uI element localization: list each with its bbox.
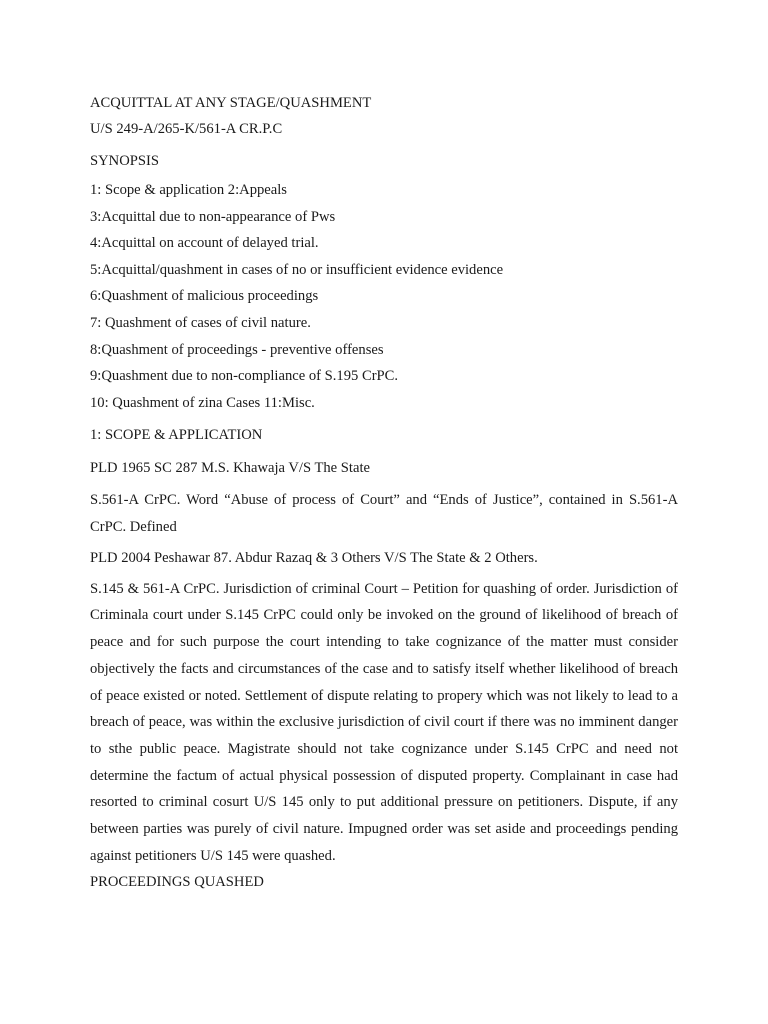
synopsis-item: 8:Quashment of proceedings - preventive offenses: [90, 341, 384, 358]
section-heading: 1: SCOPE & APPLICATION: [90, 427, 263, 444]
case-citation: PLD 2004 Peshawar 87. Abdur Razaq & 3 Others V/S The State & 2 Others.: [90, 549, 538, 566]
document-title: ACQUITTAL AT ANY STAGE/QUASHMENT: [90, 95, 372, 111]
case-note: S.561-A CrPC. Word “Abuse of process of Court” and “Ends of Justice”, contained in S.561-A CrPC. Defined: [90, 492, 678, 536]
synopsis-item: 9:Quashment due to non-compliance of S.195 CrPC.: [90, 368, 399, 385]
case-result: PROCEEDINGS QUASHED: [90, 874, 264, 891]
case-citation: PLD 1965 SC 287 M.S. Khawaja V/S The State: [90, 460, 370, 477]
synopsis-item: 5:Acquittal/quashment in cases of no or insufficient evidence evidence: [90, 261, 504, 278]
synopsis-item: 7: Quashment of cases of civil nature.: [90, 314, 311, 331]
synopsis-item: 6:Quashment of malicious proceedings: [90, 288, 319, 305]
document-page: [90, 93, 678, 896]
document-subtitle: U/S 249-A/265-K/561-A CR.P.C: [90, 121, 283, 137]
synopsis-heading: SYNOPSIS: [90, 153, 159, 169]
synopsis-item: 3:Acquittal due to non-appearance of Pws: [90, 208, 336, 225]
synopsis-item: 4:Acquittal on account of delayed trial.: [90, 235, 319, 252]
synopsis-list: [90, 177, 678, 416]
synopsis-item: 1: Scope & application 2:Appeals: [90, 182, 287, 198]
case-note-text: S.145 & 561-A CrPC. Jurisdiction of criminal Court – Petition for quashing of order. Jurisdiction of Criminala court under S.145 CrPC could only be invoked on the ground of likelihood of breach of peace and for such purpose the court intending to take cognizance of the matter must consider objectively the facts and circumstances of the case and to satisfy itself whether likelihood of breach of peace existed or noted. Settlement of dispute relating to propery which was not likely to lead to a breach of peace, was within the exclusive jurisdiction of civil court if there was no imminent danger to sthe public peace. Magistrate should not take cognizance under S.145 CrPC and need not determine the factum of actual physical possession of disputed property. Complainant in case had resorted to criminal cosurt U/S 145 only to put additional pressure on petitioners. Dispute, if any between parties was purely of civil nature. Impugned order was set aside and proceedings pending against petitioners U/S 145 were quashed.: [90, 580, 678, 864]
case-note: [90, 576, 678, 896]
synopsis-item: 10: Quashment of zina Cases 11:Misc.: [90, 394, 315, 411]
